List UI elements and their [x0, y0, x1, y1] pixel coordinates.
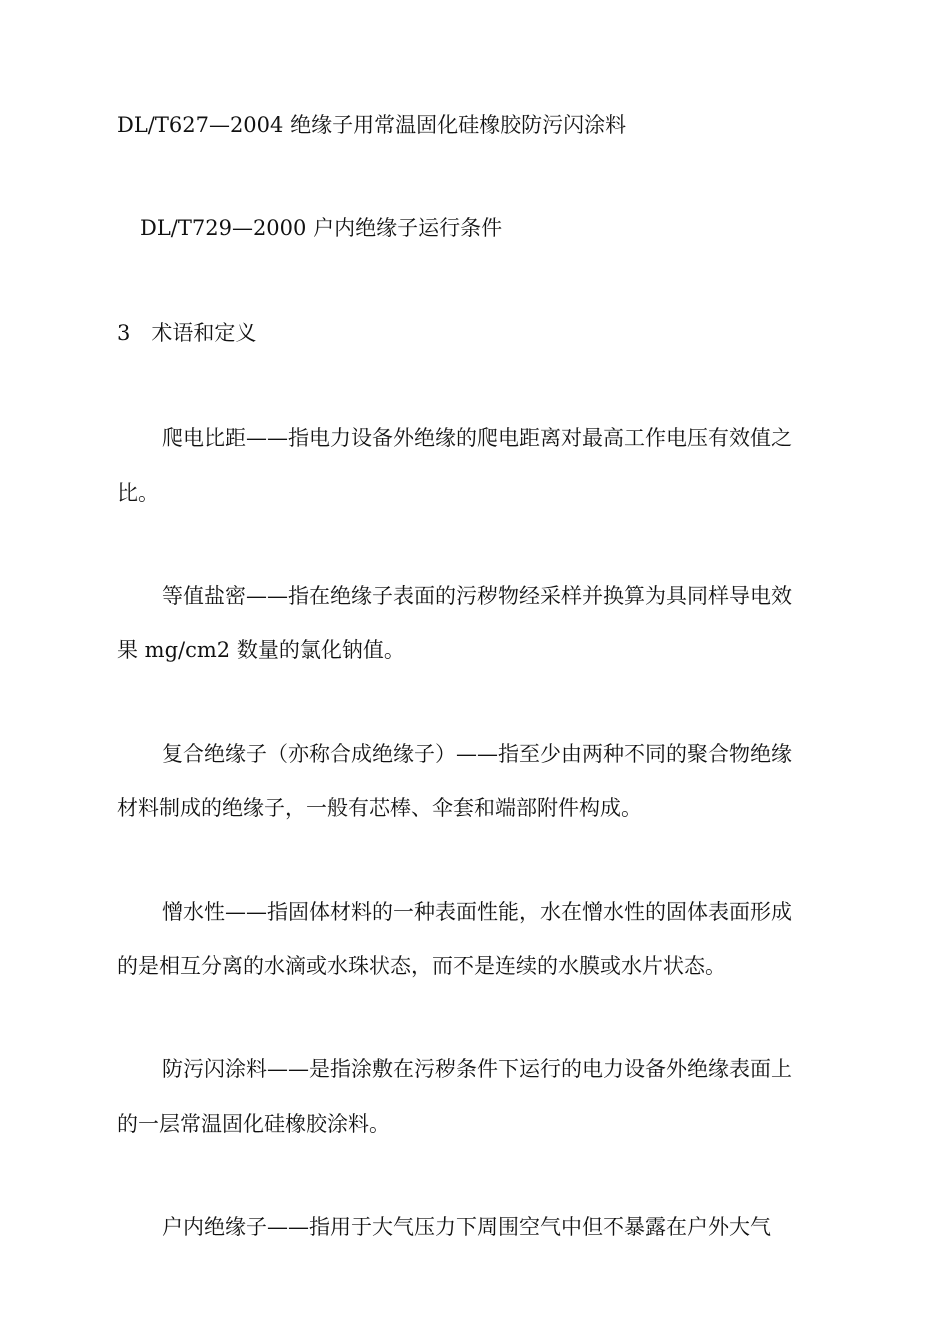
reference-dl627: DL/T627—2004 绝缘子用常温固化硅橡胶防污闪涂料	[117, 113, 627, 137]
definition-composite-insulator-line1: 复合绝缘子（亦称合成绝缘子）——指至少由两种不同的聚合物绝缘	[162, 742, 792, 766]
definition-creepage-ratio-line2: 比。	[117, 481, 159, 505]
definition-creepage-ratio-line1: 爬电比距——指电力设备外绝缘的爬电距离对最高工作电压有效值之	[162, 426, 792, 450]
definition-antipollution-coating-line1: 防污闪涂料——是指涂敷在污秽条件下运行的电力设备外绝缘表面上	[162, 1057, 792, 1081]
definition-esdd-line1: 等值盐密——指在绝缘子表面的污秽物经采样并换算为具同样导电效	[162, 584, 792, 608]
definition-indoor-insulator-line1: 户内绝缘子——指用于大气压力下周围空气中但不暴露在户外大气	[162, 1215, 771, 1239]
definition-hydrophobicity-line2: 的是相互分离的水滴或水珠状态，而不是连续的水膜或水片状态。	[117, 954, 726, 978]
definition-hydrophobicity-line1: 憎水性——指固体材料的一种表面性能，水在憎水性的固体表面形成	[162, 900, 792, 924]
section-heading-terms-definitions: 3 术语和定义	[117, 321, 257, 345]
reference-dl729: DL/T729—2000 户内绝缘子运行条件	[140, 216, 503, 240]
definition-esdd-line2: 果 mg/cm2 数量的氯化钠值。	[117, 638, 405, 662]
definition-composite-insulator-line2: 材料制成的绝缘子，一般有芯棒、伞套和端部附件构成。	[117, 796, 642, 820]
definition-antipollution-coating-line2: 的一层常温固化硅橡胶涂料。	[117, 1112, 390, 1136]
